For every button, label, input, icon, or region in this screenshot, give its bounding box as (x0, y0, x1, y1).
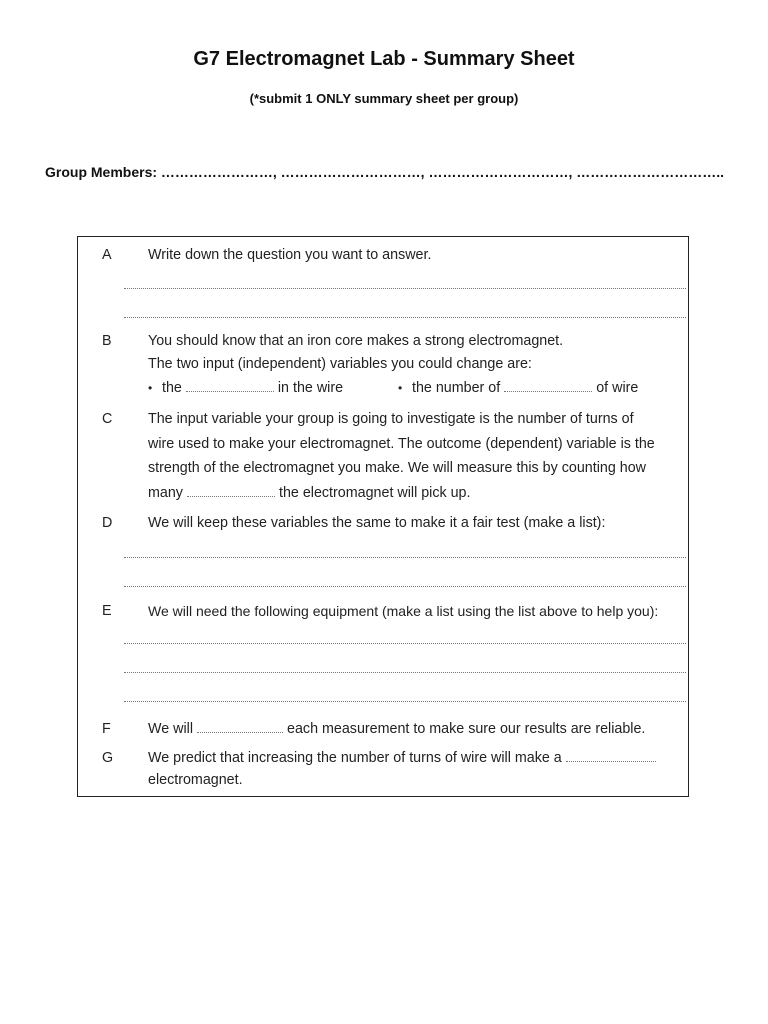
answer-line (124, 701, 686, 702)
section-f-line1 (148, 717, 688, 742)
section-letter: C (102, 411, 113, 427)
section-letter: B (102, 333, 112, 349)
blank-field[interactable] (197, 720, 283, 733)
section-c-line2: wire used to make your electromagnet. The outcome (dependent) variable is the (148, 436, 655, 452)
section-f-pre: We will (148, 721, 194, 737)
answer-line (124, 557, 686, 558)
bullet-row (398, 376, 768, 401)
section-g-line1-text: We predict that increasing the number of turns of wire will make a (148, 750, 562, 766)
group-members-blanks: ……………………, …………………………, …………………………, ………………………….. (157, 164, 725, 180)
answer-line (124, 288, 686, 289)
bullet-icon: • (398, 381, 403, 395)
blank-field[interactable] (504, 379, 592, 392)
group-members-label: Group Members: (45, 164, 158, 180)
answer-line (124, 672, 686, 673)
page-subtitle: (*submit 1 ONLY summary sheet per group) (249, 91, 519, 106)
section-letter: G (102, 750, 114, 766)
page-title: G7 Electromagnet Lab - Summary Sheet (193, 48, 575, 70)
section-c-line3: strength of the electromagnet you make. We will measure this by counting how (148, 460, 646, 476)
section-c-line4-pre: many (148, 485, 183, 501)
blank-field[interactable] (186, 379, 274, 392)
section-letter: A (102, 247, 112, 263)
worksheet-box (77, 236, 689, 797)
bullet1-pre: the (162, 380, 182, 396)
section-c-line4 (148, 481, 688, 506)
section-d-prompt: We will keep these variables the same to make it a fair test (make a list): (148, 515, 606, 531)
section-g-line2: electromagnet. (148, 772, 243, 788)
answer-line (124, 317, 686, 318)
answer-line (124, 643, 686, 644)
section-a-prompt: Write down the question you want to answer. (148, 247, 432, 263)
section-b-line1: You should know that an iron core makes a strong electromagnet. (148, 333, 564, 349)
section-c-line4-post: the electromagnet will pick up. (278, 485, 471, 501)
bullet-icon: • (148, 381, 153, 395)
section-g-line1 (148, 746, 688, 771)
bullet2-post: of wire (596, 380, 639, 396)
answer-line (124, 586, 686, 587)
blank-field[interactable] (187, 484, 275, 497)
section-c-line1: The input variable your group is going to investigate is the number of turns of (148, 411, 634, 427)
bullet1-post: in the wire (277, 380, 344, 396)
section-letter: E (102, 603, 112, 619)
section-f-post: each measurement to make sure our results are reliable. (287, 721, 646, 737)
section-letter: F (102, 721, 111, 737)
section-e-prompt: We will need the following equipment (make a list using the list above to help you): (148, 603, 659, 619)
section-letter: D (102, 515, 113, 531)
bullet2-pre: the number of (412, 380, 501, 396)
blank-field[interactable] (566, 749, 656, 762)
group-members-row (45, 164, 745, 180)
section-b-line2: The two input (independent) variables you could change are: (148, 356, 532, 372)
